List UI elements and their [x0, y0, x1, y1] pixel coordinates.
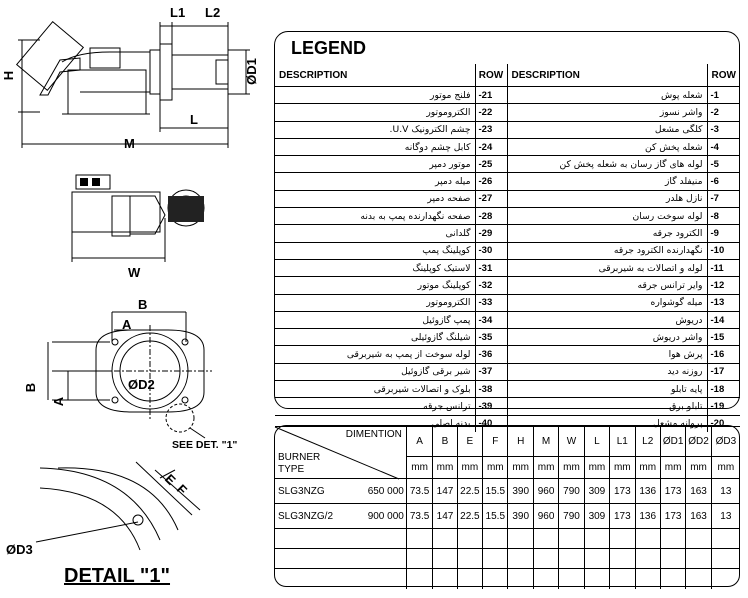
- legend-row-number: -33: [475, 294, 507, 311]
- legend-row: [275, 242, 740, 259]
- legend-row-number: -19: [707, 398, 740, 415]
- dimension-column-header: L: [584, 427, 609, 457]
- dimension-value: 163: [686, 479, 711, 504]
- empty-cell: [559, 549, 584, 569]
- empty-cell: [457, 529, 482, 549]
- empty-cell: [559, 529, 584, 549]
- legend-description: گلدانی: [275, 225, 475, 242]
- burner-capacity: 650 000: [367, 485, 404, 497]
- dimension-value: 147: [433, 479, 457, 504]
- dimension-column-header: F: [483, 427, 508, 457]
- legend-row: [275, 225, 740, 242]
- label-b: B: [138, 297, 148, 312]
- empty-cell: [635, 549, 660, 569]
- empty-cell: [584, 529, 609, 549]
- empty-cell: [406, 549, 432, 569]
- label-w: W: [128, 265, 141, 280]
- label-b-side: B: [23, 382, 39, 393]
- unit-cell: mm: [660, 457, 685, 479]
- legend-description: موتور دمپر: [275, 156, 475, 173]
- dimension-value: 960: [533, 504, 558, 529]
- legend-row-number: -22: [475, 104, 507, 121]
- dimension-value: 73.5: [406, 479, 432, 504]
- unit-cell: mm: [610, 457, 635, 479]
- legend-description: نازل هلدر: [507, 190, 707, 207]
- legend-row-number: -5: [707, 156, 740, 173]
- dimensions-data-row: [275, 504, 740, 529]
- dimension-value: 136: [635, 479, 660, 504]
- label-l2: L2: [205, 5, 221, 20]
- legend-header-description: DESCRIPTION: [275, 64, 475, 87]
- legend-row: [275, 294, 740, 311]
- dimension-column-header: L2: [635, 427, 660, 457]
- empty-cell: [483, 529, 508, 549]
- empty-cell: [584, 569, 609, 589]
- legend-row-number: -9: [707, 225, 740, 242]
- legend-row-number: -28: [475, 208, 507, 225]
- empty-cell: [406, 529, 432, 549]
- unit-cell: mm: [483, 457, 508, 479]
- empty-cell: [660, 569, 685, 589]
- label-d2: ØD2: [128, 377, 155, 392]
- legend-description: میله گوشواره: [507, 294, 707, 311]
- legend-row-number: -2: [707, 104, 740, 121]
- burner-drawing-svg: [0, 0, 272, 594]
- legend-description: کوپلینگ موتور: [275, 277, 475, 294]
- legend-row-number: -4: [707, 138, 740, 155]
- legend-description: صفحه دمپر: [275, 190, 475, 207]
- dimension-value: 15.5: [483, 479, 508, 504]
- legend-description: صفحه نگهدارنده پمپ به بدنه: [275, 208, 475, 225]
- unit-cell: mm: [457, 457, 482, 479]
- legend-description: لاستیک کوپلینگ: [275, 259, 475, 276]
- dimension-value: 309: [584, 504, 609, 529]
- dimension-value: 15.5: [483, 504, 508, 529]
- dimension-column-header: ØD2: [686, 427, 711, 457]
- legend-description: واشر نسوز: [507, 104, 707, 121]
- dimension-value: 173: [660, 504, 685, 529]
- legend-row-number: -20: [707, 415, 740, 432]
- legend-row: [275, 277, 740, 294]
- legend-row-number: -25: [475, 156, 507, 173]
- empty-cell: [275, 549, 406, 569]
- legend-row: [275, 156, 740, 173]
- legend-header-description: DESCRIPTION: [507, 64, 707, 87]
- dimensions-data-row: [275, 479, 740, 504]
- legend-description: لوله های گاز رسان به شعله پخش کن: [507, 156, 707, 173]
- legend-row-number: -26: [475, 173, 507, 190]
- legend-row: [275, 190, 740, 207]
- legend-description: بلوک و اتصالات شیربرقی: [275, 381, 475, 398]
- legend-row: [275, 346, 740, 363]
- unit-cell: mm: [584, 457, 609, 479]
- empty-cell: [711, 529, 740, 549]
- dimension-column-header: L1: [610, 427, 635, 457]
- legend-row-number: -7: [707, 190, 740, 207]
- dimension-value: 22.5: [457, 479, 482, 504]
- empty-cell: [660, 549, 685, 569]
- legend-row: [275, 398, 740, 415]
- legend-description: شیر برقی گازوئیل: [275, 363, 475, 380]
- legend-description: لوله سوخت رسان: [507, 208, 707, 225]
- legend-row-number: -29: [475, 225, 507, 242]
- legend-row-number: -6: [707, 173, 740, 190]
- unit-cell: mm: [508, 457, 533, 479]
- empty-cell: [610, 549, 635, 569]
- legend-row-number: -12: [707, 277, 740, 294]
- dimension-column-header: A: [406, 427, 432, 457]
- burner-model-cell: [275, 479, 406, 504]
- legend-description: الکتروموتور: [275, 294, 475, 311]
- label-d3: ØD3: [6, 542, 33, 557]
- legend-row: [275, 363, 740, 380]
- empty-cell: [508, 549, 533, 569]
- dimension-value: 136: [635, 504, 660, 529]
- legend-row: [275, 329, 740, 346]
- legend-header-row-label: ROW: [475, 64, 507, 87]
- burner-model-cell: [275, 504, 406, 529]
- empty-cell: [533, 529, 558, 549]
- legend-description: پرش هوا: [507, 346, 707, 363]
- legend-row-number: -31: [475, 259, 507, 276]
- legend-description: کلگی مشعل: [507, 121, 707, 138]
- legend-description: نگهدارنده الکترود جرقه: [507, 242, 707, 259]
- legend-description: تابلو برق: [507, 398, 707, 415]
- empty-cell: [508, 569, 533, 589]
- label-e: E: [161, 471, 179, 488]
- detail-title: DETAIL "1": [64, 565, 171, 587]
- legend-row: [275, 259, 740, 276]
- empty-cell: [559, 569, 584, 589]
- legend-row: [275, 121, 740, 138]
- legend-row-number: -37: [475, 363, 507, 380]
- unit-cell: mm: [635, 457, 660, 479]
- legend-row-number: -16: [707, 346, 740, 363]
- legend-row-number: -32: [475, 277, 507, 294]
- burner-model: SLG3NZG: [278, 485, 325, 497]
- legend-description: واشر دریوش: [507, 329, 707, 346]
- legend-description: کابل چشم دوگانه: [275, 138, 475, 155]
- dimension-value: 147: [433, 504, 457, 529]
- dimension-value: 173: [610, 479, 635, 504]
- empty-cell: [584, 549, 609, 569]
- legend-row: [275, 104, 740, 121]
- dimensions-empty-row: [275, 549, 740, 569]
- empty-cell: [508, 529, 533, 549]
- legend-row-number: -8: [707, 208, 740, 225]
- unit-cell: mm: [533, 457, 558, 479]
- dimension-value: 173: [660, 479, 685, 504]
- empty-cell: [275, 569, 406, 589]
- empty-cell: [610, 569, 635, 589]
- dimension-value: 790: [559, 504, 584, 529]
- technical-drawings: [0, 0, 272, 594]
- unit-cell: mm: [433, 457, 457, 479]
- legend-row-number: -13: [707, 294, 740, 311]
- unit-cell: mm: [406, 457, 432, 479]
- empty-cell: [635, 529, 660, 549]
- empty-cell: [686, 549, 711, 569]
- legend-description: بدنه اصلی: [275, 415, 475, 432]
- legend-row-number: -34: [475, 311, 507, 328]
- legend-title: LEGEND: [291, 38, 367, 58]
- dimension-column-header: ØD1: [660, 427, 685, 457]
- legend-header-row: [275, 64, 740, 87]
- dimension-value: 309: [584, 479, 609, 504]
- empty-cell: [483, 549, 508, 569]
- legend-description: چشم الکترونیک U.V.: [275, 121, 475, 138]
- legend-row-number: -24: [475, 138, 507, 155]
- label-l1: L1: [170, 5, 186, 20]
- dimensions-corner: [275, 427, 406, 479]
- legend-row-number: -30: [475, 242, 507, 259]
- legend-row-number: -39: [475, 398, 507, 415]
- empty-cell: [433, 529, 457, 549]
- legend-row-number: -15: [707, 329, 740, 346]
- empty-cell: [457, 549, 482, 569]
- label-a-side: A: [51, 396, 67, 407]
- legend-row-number: -14: [707, 311, 740, 328]
- burner-model: SLG3NZG/2: [278, 510, 334, 522]
- unit-cell: mm: [711, 457, 740, 479]
- legend-row-number: -1: [707, 87, 740, 104]
- blower-grille: [168, 196, 204, 222]
- dimension-column-header: B: [433, 427, 457, 457]
- dimension-value: 960: [533, 479, 558, 504]
- burner-head: [17, 22, 84, 91]
- legend-row: [275, 208, 740, 225]
- legend-description: شعله پخش کن: [507, 138, 707, 155]
- label-d1: ØD1: [243, 58, 259, 85]
- empty-cell: [433, 549, 457, 569]
- empty-cell: [533, 549, 558, 569]
- dimension-value: 163: [686, 504, 711, 529]
- legend-description: لوله و اتصالات به شیربرقی: [507, 259, 707, 276]
- see-detail-note: SEE DET. "1": [172, 439, 238, 451]
- label-h: H: [1, 70, 17, 81]
- burner-capacity: 900 000: [367, 510, 404, 522]
- unit-cell: mm: [559, 457, 584, 479]
- legend-row-number: -27: [475, 190, 507, 207]
- legend-description: روزنه دید: [507, 363, 707, 380]
- empty-cell: [660, 529, 685, 549]
- legend-description: کوپلینگ پمپ: [275, 242, 475, 259]
- empty-cell: [406, 569, 432, 589]
- legend-row-number: -11: [707, 259, 740, 276]
- legend-row-number: -38: [475, 381, 507, 398]
- label-f: F: [173, 481, 191, 498]
- dimension-value: 13: [711, 479, 740, 504]
- legend-header-row-label: ROW: [707, 64, 740, 87]
- dimension-value: 22.5: [457, 504, 482, 529]
- dimension-value: 13: [711, 504, 740, 529]
- empty-cell: [635, 569, 660, 589]
- legend-row: [275, 381, 740, 398]
- empty-cell: [533, 569, 558, 589]
- legend-description: لوله سوخت از پمپ به شیربرقی: [275, 346, 475, 363]
- dimension-value: 390: [508, 479, 533, 504]
- legend-row: [275, 87, 740, 104]
- dimension-column-header: E: [457, 427, 482, 457]
- legend-description: وایر ترانس جرقه: [507, 277, 707, 294]
- legend-row-number: -10: [707, 242, 740, 259]
- dimensions-empty-row: [275, 529, 740, 549]
- legend-description: پروانه مشعل: [507, 415, 707, 432]
- label-a: A: [122, 317, 132, 332]
- empty-cell: [457, 569, 482, 589]
- dimension-value: 73.5: [406, 504, 432, 529]
- dimensions-empty-row: [275, 569, 740, 589]
- legend-description: دریوش: [507, 311, 707, 328]
- dimension-label: DIMENTION: [345, 429, 402, 440]
- dimension-column-header: W: [559, 427, 584, 457]
- legend-row-number: -40: [475, 415, 507, 432]
- empty-cell: [686, 569, 711, 589]
- legend-description: شعله پوش: [507, 87, 707, 104]
- dimension-value: 790: [559, 479, 584, 504]
- unit-cell: mm: [686, 457, 711, 479]
- legend-description: پمپ گازوئیل: [275, 311, 475, 328]
- legend-table: [275, 64, 740, 432]
- dimension-column-header: M: [533, 427, 558, 457]
- empty-cell: [433, 569, 457, 589]
- legend-row-number: -3: [707, 121, 740, 138]
- label-l: L: [190, 112, 198, 127]
- empty-cell: [686, 529, 711, 549]
- dimensions-header-row: [275, 427, 740, 457]
- legend-row: [275, 173, 740, 190]
- legend-row-number: -21: [475, 87, 507, 104]
- legend-description: میله دمپر: [275, 173, 475, 190]
- legend-description: الکتروموتور: [275, 104, 475, 121]
- dimension-value: 390: [508, 504, 533, 529]
- label-m: M: [124, 136, 135, 151]
- burner-type-label: BURNER TYPE: [278, 452, 321, 475]
- empty-cell: [275, 529, 406, 549]
- legend-description: الکترود جرقه: [507, 225, 707, 242]
- dimensions-panel: [274, 425, 740, 587]
- empty-cell: [711, 569, 740, 589]
- dimension-column-header: ØD3: [711, 427, 740, 457]
- legend-row-number: -35: [475, 329, 507, 346]
- legend-description: شیلنگ گازوئیلی: [275, 329, 475, 346]
- legend-row: [275, 311, 740, 328]
- legend-row-number: -36: [475, 346, 507, 363]
- dimension-column-header: H: [508, 427, 533, 457]
- legend-row: [275, 138, 740, 155]
- empty-cell: [711, 549, 740, 569]
- empty-cell: [610, 529, 635, 549]
- legend-row-number: -17: [707, 363, 740, 380]
- empty-cell: [483, 569, 508, 589]
- dimensions-table: [275, 426, 740, 589]
- legend-description: پایه تابلو: [507, 381, 707, 398]
- legend-row-number: -23: [475, 121, 507, 138]
- dimension-value: 173: [610, 504, 635, 529]
- legend-row-number: -18: [707, 381, 740, 398]
- legend-description: فلنج موتور: [275, 87, 475, 104]
- legend-panel: [274, 31, 740, 430]
- legend-description: ترانس جرقه: [275, 398, 475, 415]
- legend-description: منیفلد گاز: [507, 173, 707, 190]
